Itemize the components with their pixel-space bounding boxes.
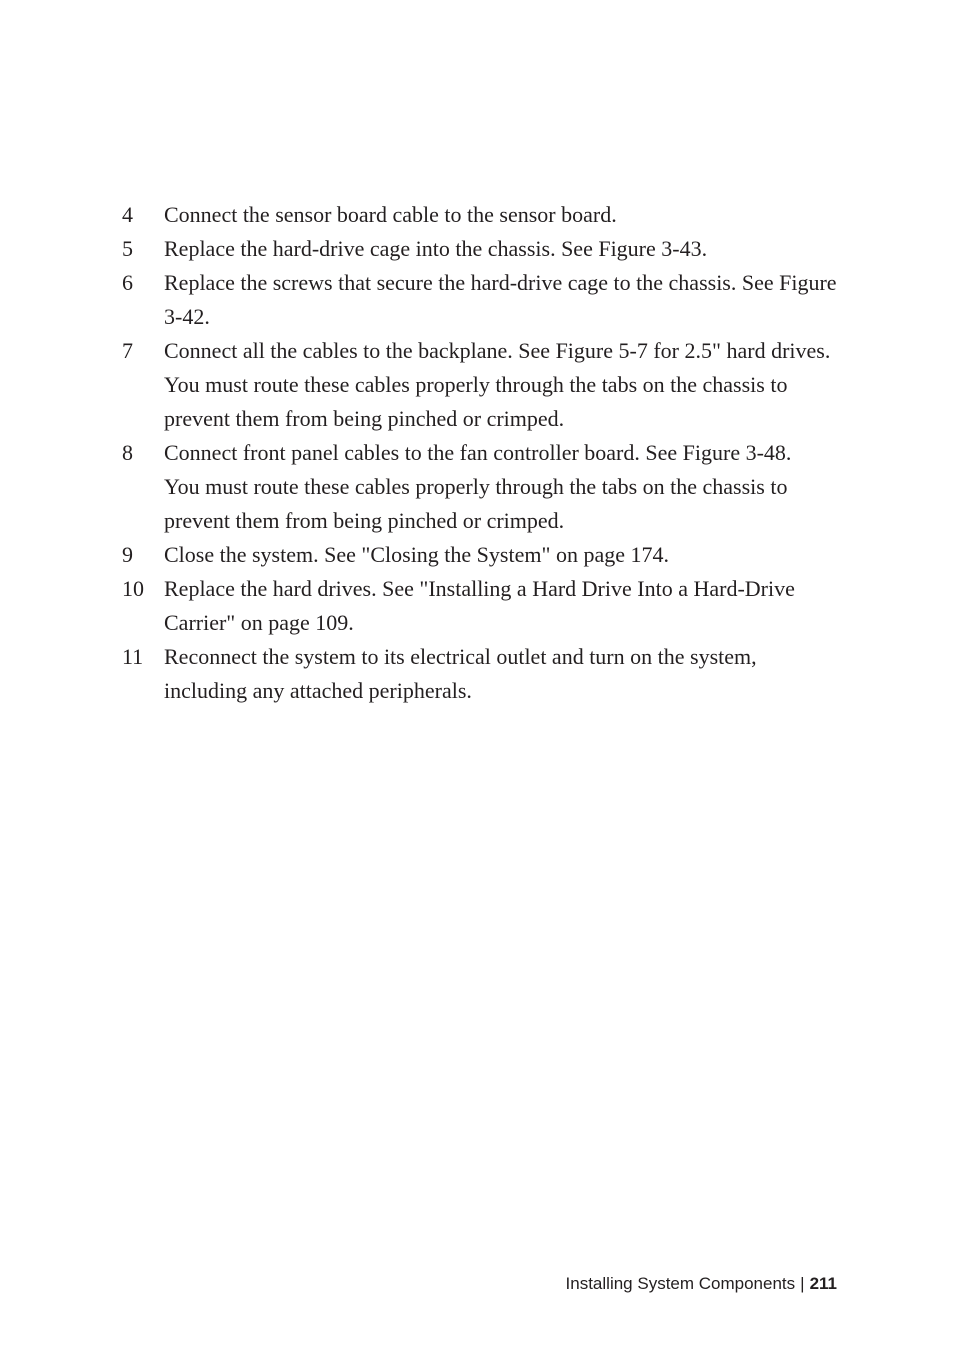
procedure-steps: [122, 198, 842, 708]
page-footer: [566, 1272, 837, 1296]
page-number: 211: [809, 1274, 837, 1293]
step-text: Connect front panel cables to the fan controller board. See Figure 3-48.: [164, 440, 792, 465]
step-8: [122, 436, 842, 538]
step-text: Replace the hard-drive cage into the chassis. See Figure 3-43.: [164, 236, 708, 261]
step-number: 10: [122, 576, 144, 601]
step-5: [122, 232, 842, 266]
step-number: 5: [122, 236, 133, 261]
footer-separator: |: [800, 1274, 805, 1293]
step-number: 7: [122, 338, 133, 363]
step-text: Replace the hard drives. See "Installing a Hard Drive Into a Hard-Drive Carrier" on page 109.: [164, 576, 795, 635]
step-text: Reconnect the system to its electrical outlet and turn on the system, including any attached peripherals.: [164, 644, 757, 703]
step-number: 9: [122, 542, 133, 567]
step-9: [122, 538, 842, 572]
footer-section-title: Installing System Components: [565, 1274, 796, 1293]
step-number: 6: [122, 270, 133, 295]
step-number: 4: [122, 202, 133, 227]
step-text: Close the system. See "Closing the System" on page 174.: [164, 542, 669, 567]
step-10: [122, 572, 842, 640]
step-4: [122, 198, 842, 232]
step-number: 8: [122, 440, 133, 465]
step-6: [122, 266, 842, 334]
step-7: [122, 334, 842, 436]
step-note: You must route these cables properly through the tabs on the chassis to prevent them from being pinched or crimped.: [164, 474, 788, 533]
step-text: Connect all the cables to the backplane. See Figure 5-7 for 2.5" hard drives.: [164, 338, 831, 363]
step-text: Replace the screws that secure the hard-drive cage to the chassis. See Figure 3-42.: [164, 270, 837, 329]
step-note: You must route these cables properly through the tabs on the chassis to prevent them from being pinched or crimped.: [164, 372, 788, 431]
step-text: Connect the sensor board cable to the sensor board.: [164, 202, 617, 227]
step-11: [122, 640, 842, 708]
step-number: 11: [122, 644, 144, 669]
